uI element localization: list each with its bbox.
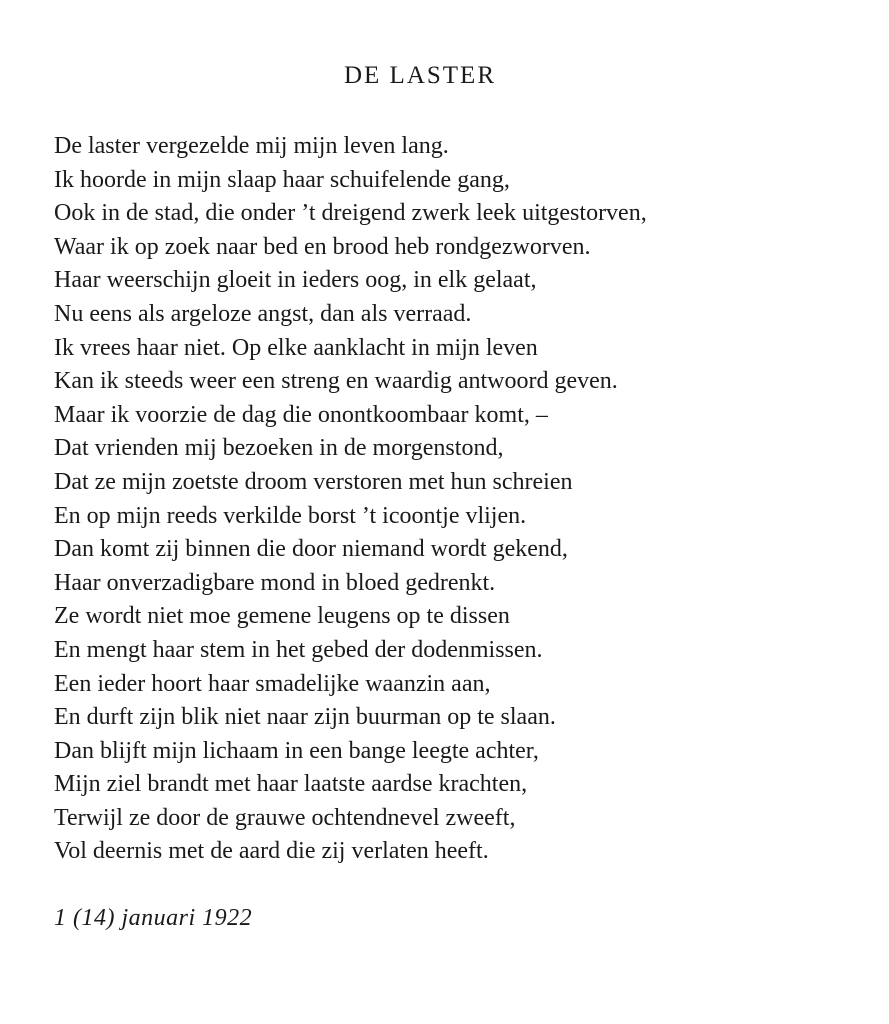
poem-line: Maar ik voorzie de dag die onontkoombaar komt, –: [54, 401, 548, 428]
poem-line: Ik hoorde in mijn slaap haar schuifelende gang,: [54, 166, 510, 193]
poem-line: Dat vrienden mij bezoeken in de morgenstond,: [54, 435, 504, 462]
poem-line: Waar ik op zoek naar bed en brood heb rondgezworven.: [54, 233, 591, 260]
poem-line: Nu eens als argeloze angst, dan als verraad.: [54, 300, 472, 327]
poem-line: De laster vergezelde mij mijn leven lang.: [54, 133, 449, 159]
poem-line: Vol deernis met de aard die zij verlaten heeft.: [54, 838, 489, 865]
poem-line: Terwijl ze door de grauwe ochtendnevel zweeft,: [54, 804, 516, 831]
poem-line: Een ieder hoort haar smadelijke waanzin aan,: [54, 670, 491, 697]
poem-line: En mengt haar stem in het gebed der dodenmissen.: [54, 636, 543, 663]
poem-title: DE LASTER: [343, 62, 497, 89]
poem-line: Haar weerschijn gloeit in ieders oog, in elk gelaat,: [54, 267, 537, 294]
poem-line: Dat ze mijn zoetste droom verstoren met hun schreien: [54, 468, 573, 495]
poem-date: 1 (14) januari 1922: [54, 905, 253, 931]
poem-line: Ook in de stad, die onder ’t dreigend zwerk leek uitgestorven,: [54, 200, 647, 227]
poem-line: En durft zijn blik niet naar zijn buurman op te slaan.: [54, 704, 556, 731]
poem-line: Dan komt zij binnen die door niemand wordt gekend,: [54, 536, 568, 563]
poem-line: Kan ik steeds weer een streng en waardig antwoord geven.: [54, 368, 618, 395]
poem-line: Ze wordt niet moe gemene leugens op te dissen: [54, 603, 510, 630]
poem-line: En op mijn reeds verkilde borst ’t icoontje vlijen.: [54, 502, 527, 529]
poem-line: Haar onverzadigbare mond in bloed gedrenkt.: [54, 569, 496, 596]
poem-line: Dan blijft mijn lichaam in een bange leegte achter,: [54, 737, 539, 764]
poem-body: [54, 130, 874, 869]
poem-line: Ik vrees haar niet. Op elke aanklacht in mijn leven: [54, 334, 538, 361]
poem-line: Mijn ziel brandt met haar laatste aardse krachten,: [54, 771, 528, 798]
